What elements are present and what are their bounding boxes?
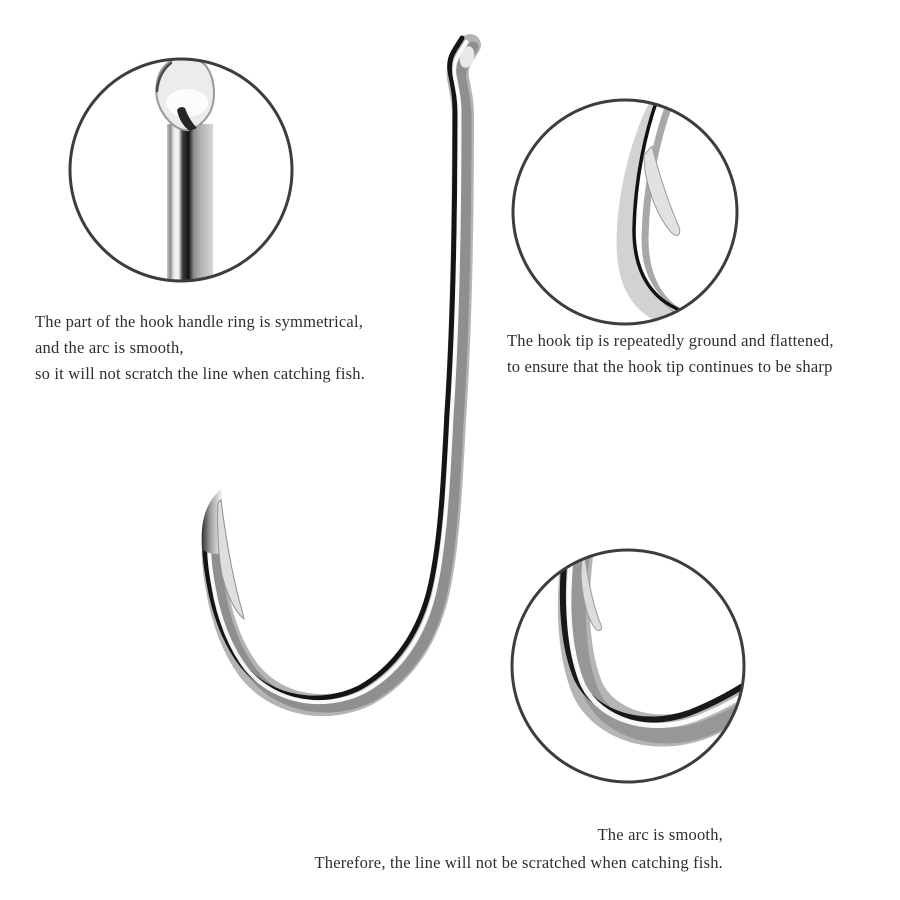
annotation-hook-tip [507, 328, 834, 380]
eye-spade-shine [166, 89, 208, 117]
annotation-tip-line-1: The hook tip is repeatedly ground and flattened, [507, 331, 834, 350]
annotation-tip-line-2: to ensure that the hook tip continues to be sharp [507, 357, 833, 376]
annotation-handle-line-3: so it will not scratch the line when catching fish. [35, 364, 366, 383]
annotation-handle-ring [35, 309, 365, 387]
annotation-arc-line-1: The arc is smooth, [597, 825, 723, 844]
annotation-smooth-arc [300, 821, 723, 877]
callout-hook-point [513, 97, 738, 344]
eye-shank [167, 124, 213, 289]
annotation-handle-line-1: The part of the hook handle ring is symmetrical, [35, 312, 364, 331]
annotation-arc-line-2: Therefore, the line will not be scratched when catching fish. [314, 853, 723, 872]
callout-hook-bend [512, 537, 766, 782]
callout-hook-eye [70, 58, 292, 289]
annotation-handle-line-2: and the arc is smooth, [35, 338, 184, 357]
